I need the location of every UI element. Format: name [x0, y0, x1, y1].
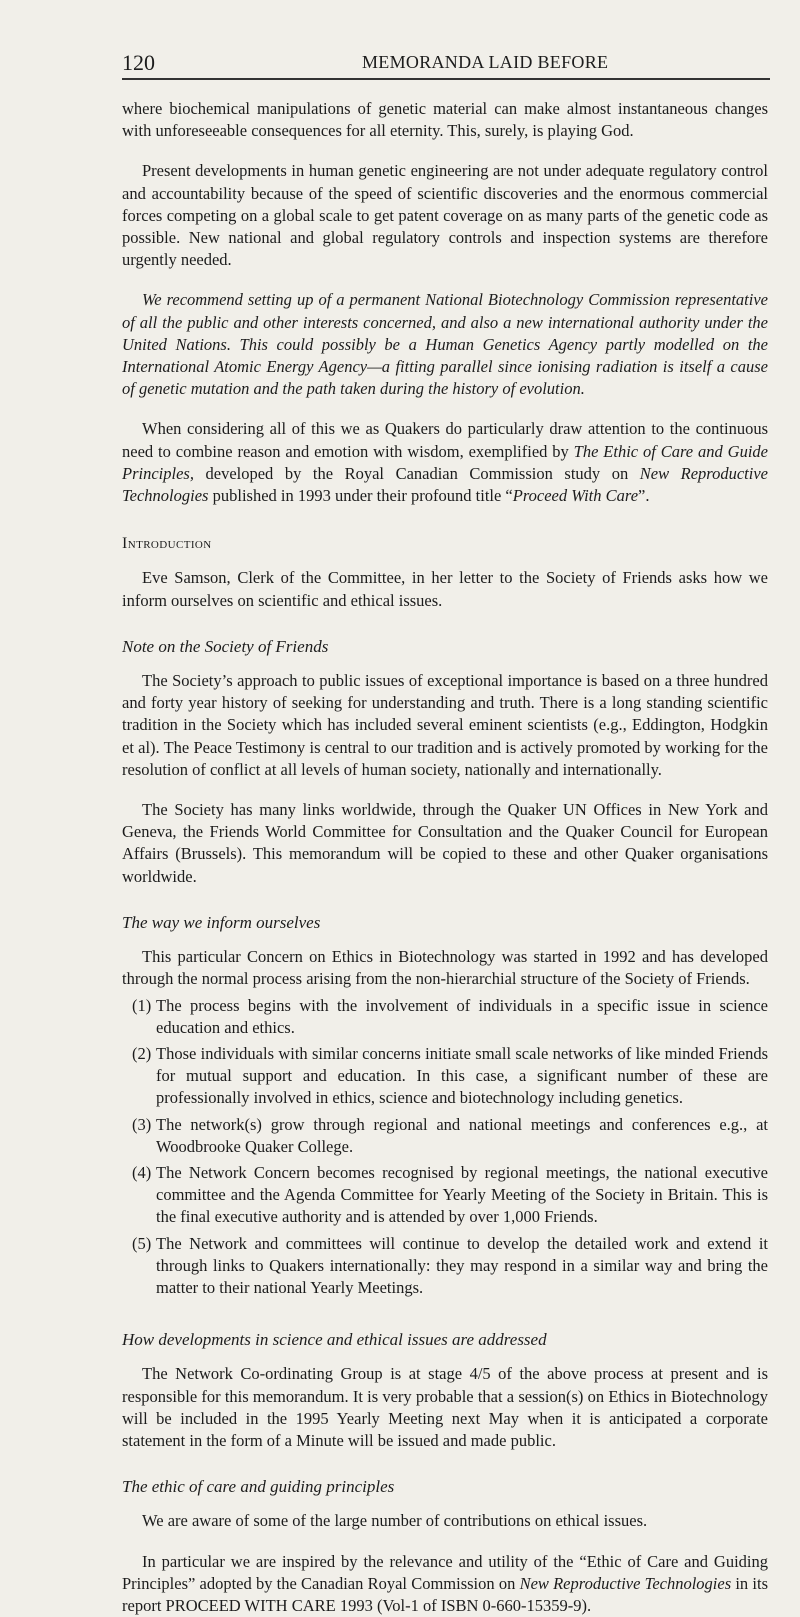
step-text: The Network and committees will continue to develop the detailed work and extend it through links to Quakers internationally: they may respond in a similar way and bring the matter to their national Yearly Meetings. [156, 1233, 768, 1297]
italic-title: New Reproductive Technologies [122, 463, 768, 506]
body-text [122, 98, 768, 1617]
step-number: (1) [132, 995, 152, 1015]
paragraph-continuation: where biochemical manipulations of genetic material can make almost instantaneous changes with unforeseeable consequences for all eternity. This, surely, is playing God. [122, 99, 768, 141]
heading-ethic-care: The ethic of care and guiding principles [122, 1477, 395, 1497]
paragraph-society-approach: The Society’s approach to public issues of exceptional importance is based on a three hundred and forty year history of seeking for understanding and truth. There is a long standing scientific tradition in the Society which has included several eminent scientists (e.g., Eddington, Hodgkin et al). The Peace Testimony is central to our tradition and is actively promoted by working for the resolution of conflict at all levels of human society, nationally and internationally. [122, 671, 768, 779]
header-rule [122, 78, 770, 80]
text-run: in its report PROCEED WITH CARE 1993 (Vol-1 of ISBN 0-660-15359-9). [122, 1573, 768, 1615]
page-number: 120 [122, 50, 155, 75]
italic-title: Proceed With Care [512, 486, 639, 506]
heading-note-society: Note on the Society of Friends [122, 636, 329, 656]
process-steps-list [122, 995, 768, 1300]
paragraph-network-group: The Network Co-ordinating Group is at stage 4/5 of the above process at present and is responsible for this memorandum. It is very probable that a session(s) on Ethics in Biotechnology will be included in the 1995 Yearly Meeting next May when it is anticipated a corporate statement in the form of a Minute will be issued and made public. [122, 1364, 768, 1450]
heading-way-inform: The way we inform ourselves [122, 912, 321, 932]
paragraph-inspired [122, 1551, 768, 1617]
list-item [122, 995, 768, 1039]
text-run: developed by the Royal Canadian Commission study on [193, 463, 640, 483]
step-text: The process begins with the involvement of individuals in a specific issue in science education and ethics. [156, 995, 768, 1037]
step-number: (4) [132, 1162, 152, 1182]
text-run: When considering all of this we as Quakers do particularly draw attention to the continuous need to combine reason and emotion with wisdom, exemplified by [122, 419, 768, 461]
paragraph-recommendation: We recommend setting up of a permanent National Biotechnology Commission representative of all the public and other interests concerned, and also a new international authority under the United Nations. This could possibly be a Human Genetics Agency partly modelled on the International Atomic Energy Agency—a fitting parallel since ionising radiation is itself a cause of genetic mutation and the path taken during the history of evolution. [122, 290, 768, 399]
italic-title: The Ethic of Care and Guide Principles, [122, 441, 768, 483]
list-item [122, 1114, 768, 1158]
step-number: (2) [132, 1043, 152, 1063]
heading-how-addressed: How developments in science and ethical issues are addressed [122, 1330, 547, 1350]
text-run: ”. [638, 486, 650, 506]
step-text: The Network Concern becomes recognised by regional meetings, the national executive committee and the Agenda Committee for Yearly Meeting of the Society in Britain. This is the final executive authority and is attended by over 1,000 Friends. [156, 1162, 768, 1227]
paragraph-concern: This particular Concern on Ethics in Biotechnology was started in 1992 and has developed through the normal process arising from the non-hierarchial structure of the Society of Friends. [122, 947, 768, 989]
paragraph-aware: We are aware of some of the large number of contributions on ethical issues. [142, 1511, 648, 1531]
text-run: In particular we are inspired by the relevance and utility of the “Ethic of Care and Guiding Principles” adopted by the Canadian Royal Commission on [122, 1551, 768, 1593]
text-run: published in 1993 under their profound title “ [208, 486, 513, 506]
step-text: Those individuals with similar concerns initiate small scale networks of like minded Friends for mutual support and education. In this case, a significant number of these are professionally involved in ethics, science and biotechnology including genetics. [156, 1043, 768, 1108]
paragraph-eve-samson: Eve Samson, Clerk of the Committee, in her letter to the Society of Friends asks how we inform ourselves on scientific and ethical issues. [122, 568, 768, 610]
paragraph-regulation: Present developments in human genetic engineering are not under adequate regulatory control and accountability because of the speed of scientific discoveries and the enormous commercial forces competing on a global scale to get patent coverage on as many parts of the genetic code as possible. New national and global regulatory controls and inspection systems are therefore urgently needed. [122, 161, 768, 270]
list-item [122, 1162, 768, 1229]
heading-introduction: Introduction [122, 535, 212, 553]
paragraph-society-links: The Society has many links worldwide, through the Quaker UN Offices in New York and Geneva, the Friends World Committee for Consultation and the Quaker Council for European Affairs (Brussels). This memorandum will be copied to these and other Quaker organisations worldwide. [122, 800, 768, 886]
step-text: The network(s) grow through regional and national meetings and conferences e.g., at Woodbrooke Quaker College. [156, 1114, 768, 1156]
list-item [122, 1043, 768, 1110]
italic-title: New Reproductive Technologies [519, 1573, 732, 1593]
paragraph-quaker-attention [122, 418, 768, 507]
page-header [122, 50, 764, 80]
step-number: (5) [132, 1233, 152, 1253]
list-item [122, 1233, 768, 1300]
step-number: (3) [132, 1114, 152, 1134]
running-head: MEMORANDA LAID BEFORE [362, 52, 609, 72]
